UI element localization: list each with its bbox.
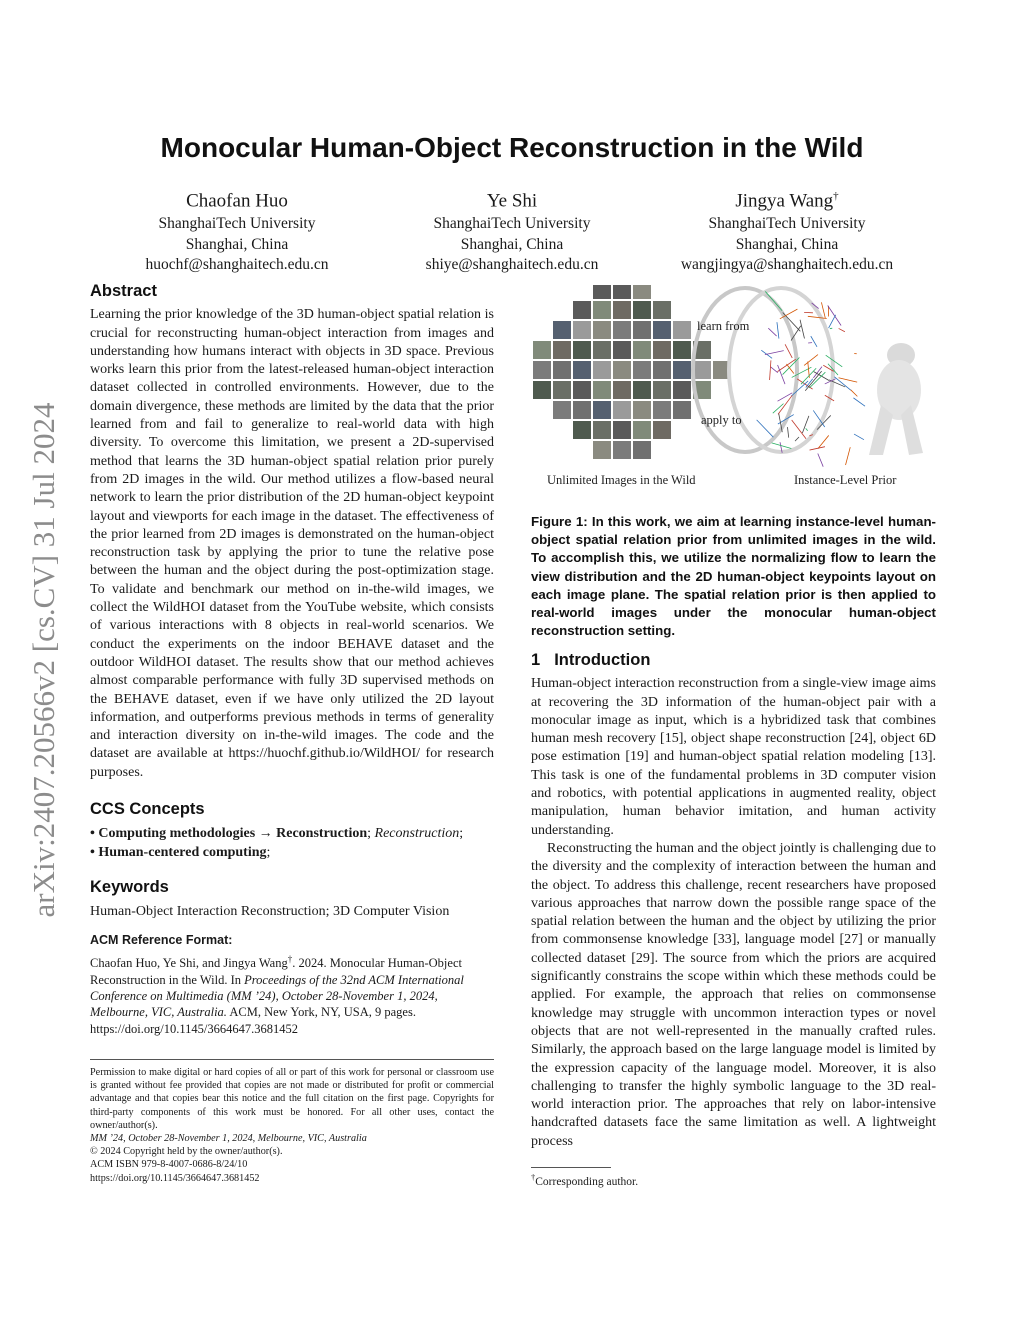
prior-line bbox=[768, 328, 776, 336]
ccs-concept-1: • Computing methodologies → Reconstruction bbox=[90, 826, 368, 842]
prior-line bbox=[839, 328, 845, 331]
footnote-divider bbox=[531, 1167, 611, 1168]
prior-line bbox=[770, 360, 771, 380]
reference-format-heading: ACM Reference Format: bbox=[90, 932, 233, 947]
mosaic-tile bbox=[533, 381, 551, 399]
right-column bbox=[531, 651, 936, 1151]
mosaic-tile bbox=[533, 361, 551, 379]
mosaic-tile bbox=[653, 381, 671, 399]
mosaic-tile bbox=[613, 301, 631, 319]
mosaic-tile bbox=[593, 361, 611, 379]
reference-venue: Proceedings of the 32nd ACM International Conference on Multimedia (MM ’24), October 28-November 1, 2024, Melbourne, VIC, Australia. bbox=[90, 972, 464, 1020]
mosaic-tile bbox=[613, 441, 631, 459]
mosaic-tile bbox=[553, 321, 571, 339]
prior-line bbox=[800, 320, 804, 339]
permission-copyright: © 2024 Copyright held by the owner/author(s). bbox=[90, 1146, 283, 1158]
section-number: 1 bbox=[531, 651, 541, 669]
prior-line bbox=[777, 322, 779, 338]
reference-format bbox=[90, 931, 494, 1037]
mosaic-tile bbox=[653, 301, 671, 319]
mosaic-tile bbox=[613, 401, 631, 419]
author-location: Shanghai, China bbox=[735, 235, 839, 253]
mosaic-tile bbox=[573, 401, 591, 419]
mosaic-tile bbox=[673, 321, 691, 339]
prior-line bbox=[773, 404, 784, 414]
mosaic-tile bbox=[633, 285, 651, 299]
abstract-text: Learning the prior knowledge of the 3D human-object spatial relation is crucial for reconstructing human-object interaction from images and understanding how humans interact with objects in 3D space. Previous works learn this prior from the latest-released human-object interaction dataset collected in controlled environments. However, due to the domain divergence, these methods are limited by the data that the prior learned from and fail to generalize to real-world data with high diversity. To overcome this limitation, we present a 2D-supervised method that learns the 3D human-object spatial relation prior purely from 2D images in the wild. Our method utilizes a flow-based neural network to learn the prior distribution of the 2D human-object keypoint layout and viewports for each image in the dataset. The effectiveness of the prior learned from 2D images is demonstrated on the human-object reconstruction task by applying the prior to tune the relative pose between the human and the object during the post-optimization stage. To validate and benchmark our method on in-the-wild images, we collect the WildHOI dataset from the YouTube website, which consists of various interactions with 8 objects in real-world scenarios. We conduct the experiments on the indoor BEHAVE dataset and the outdoor WildHOI dataset. The results show that our method achieves almost comparable performance with fully 3D supervised methods on the BEHAVE dataset, even if we have only utilized the 2D layout information, and outperforms previous methods in terms of generality and interaction diversity on in-the-wild images. The code and the dataset are available at https://huochf.github.io/WildHOI/ for research purposes. bbox=[90, 307, 494, 780]
mosaic-tile bbox=[653, 321, 671, 339]
figure-1 bbox=[531, 285, 936, 495]
mosaic-tile bbox=[633, 421, 651, 439]
mosaic-tile bbox=[553, 401, 571, 419]
intro-paragraph-2: Reconstructing the human and the object jointly is challenging due to the diversity and the complexity of interaction between the human and the object. To address this challenge, recent researchers have proposed various approaches that narrow down the possible range space of the spatial relation between the human and the object by utilizing the prior from commonsense knowledge [33], language model [27] or manually collected dataset [29]. The source from which the priors are acquired significantly constrains the scope within which these methods could be applied. For example, the approach that relies on commonsense knowledge may struggle with uncommon interaction types or novel objects that are not well-represented in the manually crafted rules. Similarly, the approach based on the large language model is limited by the expression capacity of the language model. Moreover, it is also challenging to transfer the highly symbolic language to the 3D real-world interaction prior. The approaches that rely on labor-intensive handcrafted datasets face the same limitation as well. A lightweight process bbox=[531, 840, 936, 1149]
author-mark: † bbox=[833, 190, 839, 202]
prior-line bbox=[854, 434, 864, 440]
mosaic-tile bbox=[633, 441, 651, 459]
divider bbox=[90, 1059, 494, 1060]
author-affiliation: ShanghaiTech University bbox=[158, 215, 316, 233]
permission-venue: MM ’24, October 28-November 1, 2024, Melbourne, VIC, Australia bbox=[90, 1133, 367, 1145]
prior-line bbox=[765, 291, 782, 310]
prior-line bbox=[839, 378, 858, 382]
mosaic-tile bbox=[653, 361, 671, 379]
mosaic-tile bbox=[633, 341, 651, 359]
human-silhouette bbox=[869, 343, 923, 455]
author-block bbox=[372, 183, 652, 276]
mosaic-tile bbox=[593, 401, 611, 419]
mosaic-tile bbox=[593, 341, 611, 359]
author-affiliation: ShanghaiTech University bbox=[708, 215, 866, 233]
mosaic-tile bbox=[653, 421, 671, 439]
keywords-text: Human-Object Interaction Reconstruction; 3D Computer Vision bbox=[90, 903, 450, 919]
reference-mark: † bbox=[287, 954, 293, 965]
mosaic-tile bbox=[553, 381, 571, 399]
intro-paragraph-1: Human-object interaction reconstruction from a single-view image aims at recovering the 3D information of the human-object pair with a monocular image as input, which is a hybridized task that combines human mesh recovery [15], object shape reconstruction [24], object 6D pose estimation [19] and human-object spatial relation modeling [13]. This task is one of the fundamental problems in 3D computer vision and robotics, with potential applications in augmented reality, object manipulation, human behavior imitation, and human activity understanding. bbox=[531, 676, 936, 838]
mosaic-tile bbox=[553, 341, 571, 359]
mosaic-tile bbox=[593, 321, 611, 339]
mosaic-tile bbox=[613, 341, 631, 359]
mosaic-tile bbox=[533, 341, 551, 359]
mosaic-tile bbox=[613, 421, 631, 439]
figure-caption: Figure 1: In this work, we aim at learning instance-level human-object spatial relation prior from unlimited images in the wild. To accomplish this, we utilize the normalizing flow to learn the view distribution and the 2D human-object keypoints layout on each image plane. The spatial relation prior is then applied to real-world images under the monocular human-object reconstruction setting. bbox=[531, 514, 936, 639]
mosaic-tile bbox=[613, 285, 631, 299]
mosaic-tile bbox=[573, 421, 591, 439]
prior-line bbox=[787, 427, 788, 438]
author-email: shiye@shanghaitech.edu.cn bbox=[425, 256, 599, 274]
mosaic-tile bbox=[573, 341, 591, 359]
left-column bbox=[90, 282, 494, 1037]
ccs-end: ; bbox=[266, 845, 271, 861]
prior-line bbox=[818, 453, 823, 466]
ccs-end: ; bbox=[459, 826, 464, 842]
prior-line bbox=[795, 437, 799, 441]
prior-line bbox=[757, 420, 774, 437]
permission-block bbox=[90, 1066, 494, 1185]
mosaic-tile bbox=[653, 341, 671, 359]
left-figure-label: Unlimited Images in the Wild bbox=[547, 473, 696, 487]
permission-isbn: ACM ISBN 979-8-4007-0686-8/24/10 bbox=[90, 1159, 248, 1171]
mosaic-tile bbox=[573, 321, 591, 339]
mosaic-tile bbox=[573, 301, 591, 319]
ccs-concept-2: • Human-centered computing bbox=[90, 845, 267, 861]
reference-title: . 2024. Monocular Human-Object Reconstruction in the Wild. In bbox=[90, 956, 462, 987]
mosaic-tile bbox=[633, 401, 651, 419]
prior-line bbox=[785, 344, 792, 358]
prior-line bbox=[829, 315, 836, 328]
prior-line bbox=[806, 428, 808, 430]
prior-line bbox=[808, 316, 827, 318]
prior-line bbox=[777, 359, 795, 371]
ccs-heading: CCS Concepts bbox=[90, 800, 205, 819]
reference-authors: Chaofan Huo, Ye Shi, and Jingya Wang bbox=[90, 956, 288, 971]
mosaic-tile bbox=[633, 361, 651, 379]
arxiv-id: arXiv:2407.20566v2 [cs.CV] 31 Jul 2024 bbox=[26, 402, 61, 918]
mosaic-tile bbox=[653, 401, 671, 419]
mosaic-tile bbox=[593, 421, 611, 439]
arxiv-watermark bbox=[26, 360, 62, 960]
prior-line bbox=[810, 447, 825, 450]
mosaic-tile bbox=[693, 361, 711, 379]
prior-line bbox=[778, 393, 793, 401]
prior-line bbox=[765, 351, 784, 355]
permission-text: Permission to make digital or hard copies of all or part of this work for personal or classroom use is granted without fee provided that copies are not made or distributed for profit or commercial advantage and that copies bear this notice and the full citation on the first page. Copyrights for third-party components of this work must be honored. For all other uses, contact the owner/author(s). bbox=[90, 1067, 494, 1131]
figure-graphic bbox=[531, 285, 936, 495]
ccs-concept-1-detail: Reconstruction bbox=[374, 826, 460, 842]
mosaic-tile bbox=[593, 301, 611, 319]
section-heading: Introduction bbox=[554, 651, 651, 669]
mosaic-tile bbox=[613, 321, 631, 339]
ccs-separator: ; bbox=[367, 826, 375, 842]
mosaic-tile bbox=[673, 401, 691, 419]
author-name: Ye Shi bbox=[486, 190, 538, 212]
author-name: Jingya Wang bbox=[735, 190, 834, 212]
prior-line bbox=[830, 328, 832, 329]
mosaic-tile bbox=[673, 381, 691, 399]
prior-line bbox=[853, 398, 865, 406]
prior-line bbox=[778, 365, 785, 384]
keywords-heading: Keywords bbox=[90, 878, 169, 897]
author-email: wangjingya@shanghaitech.edu.cn bbox=[680, 256, 894, 274]
author-block bbox=[97, 183, 377, 276]
learn-from-label: learn from bbox=[697, 319, 750, 333]
mosaic-tile bbox=[593, 441, 611, 459]
footnote-mark: † bbox=[531, 1172, 536, 1182]
mosaic-tile bbox=[673, 341, 691, 359]
author-location: Shanghai, China bbox=[460, 235, 564, 253]
prior-line bbox=[811, 336, 817, 347]
footnote-text: Corresponding author. bbox=[535, 1175, 639, 1188]
reference-doi: ACM, New York, NY, USA, 9 pages. https://doi.org/10.1145/3664647.3681452 bbox=[90, 1005, 416, 1036]
mosaic-tile bbox=[593, 381, 611, 399]
author-block bbox=[647, 183, 927, 276]
mosaic-tile bbox=[673, 361, 691, 379]
mosaic-tile bbox=[593, 285, 611, 299]
mosaic-tile bbox=[613, 381, 631, 399]
apply-to-label: apply to bbox=[701, 413, 742, 427]
mosaic-tile bbox=[573, 361, 591, 379]
mosaic-tile bbox=[633, 321, 651, 339]
prior-line bbox=[851, 390, 858, 397]
author-affiliation: ShanghaiTech University bbox=[433, 215, 591, 233]
image-mosaic bbox=[531, 285, 731, 459]
paper-title: Monocular Human-Object Reconstruction in the Wild bbox=[160, 132, 864, 163]
prior-line bbox=[846, 447, 851, 465]
mosaic-tile bbox=[633, 301, 651, 319]
ccs-concepts bbox=[90, 824, 494, 862]
mosaic-tile bbox=[553, 361, 571, 379]
permission-doi: https://doi.org/10.1145/3664647.3681452 bbox=[90, 1172, 260, 1184]
author-location: Shanghai, China bbox=[185, 235, 289, 253]
mosaic-tile bbox=[573, 381, 591, 399]
mosaic-tile bbox=[633, 381, 651, 399]
author-email: huochf@shanghaitech.edu.cn bbox=[145, 256, 329, 274]
prior-line bbox=[828, 306, 841, 326]
right-figure-label: Instance-Level Prior bbox=[794, 473, 897, 487]
prior-line bbox=[804, 355, 818, 366]
footnote bbox=[531, 1172, 638, 1188]
author-name: Chaofan Huo bbox=[186, 190, 288, 212]
prior-line bbox=[786, 364, 793, 373]
abstract-heading: Abstract bbox=[90, 282, 157, 300]
prior-line bbox=[771, 367, 778, 373]
mosaic-tile bbox=[613, 361, 631, 379]
